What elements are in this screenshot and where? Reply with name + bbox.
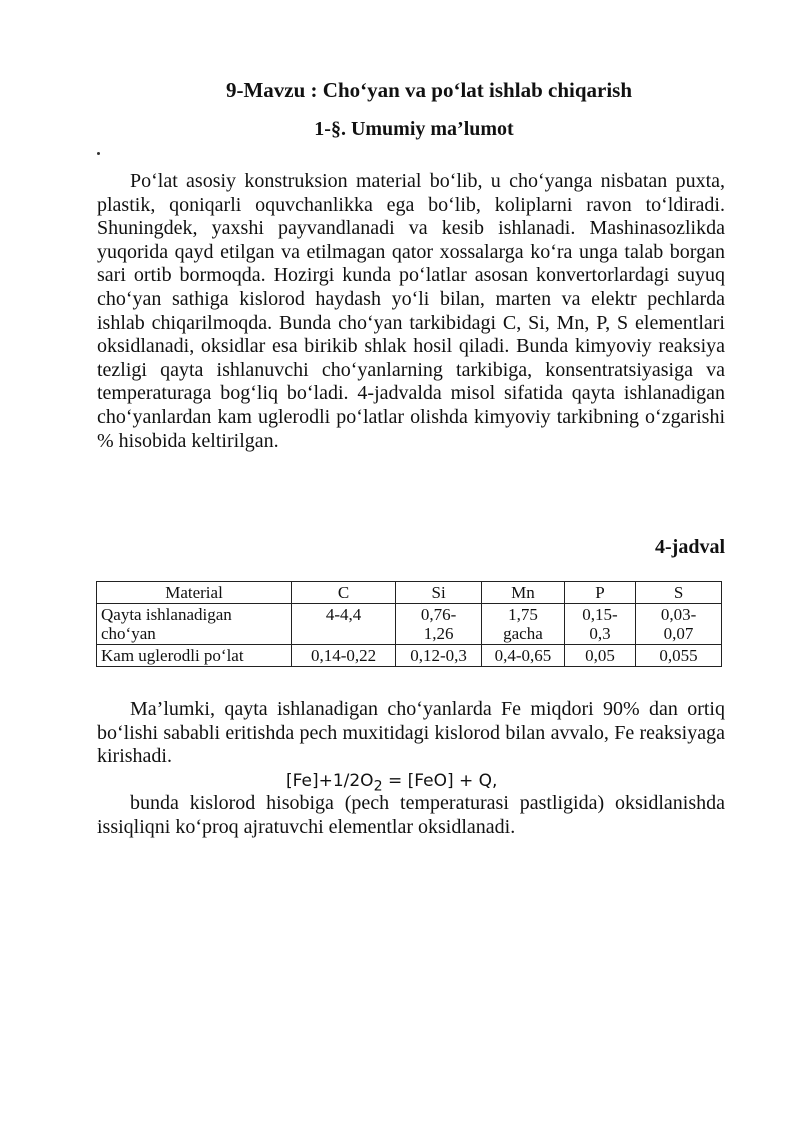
header-mn: Mn	[481, 582, 564, 604]
equation-subscript: 2	[373, 778, 383, 795]
section-title: 1-§. Umumiy ma’lumot	[314, 118, 514, 140]
cell-s-line-2: 0,07	[663, 624, 694, 643]
cell-mn: 0,4-0,65	[481, 645, 564, 667]
cell-c: 4-4,4	[292, 604, 396, 645]
table-row	[97, 604, 722, 645]
cell-c: 0,14-0,22	[292, 645, 396, 667]
table-header-row	[97, 582, 722, 604]
material-line-1: Qayta ishlanadigan	[101, 605, 232, 624]
composition-table	[96, 581, 722, 667]
header-c: C	[292, 582, 396, 604]
cell-si: 0,12-0,3	[396, 645, 482, 667]
material-line-2: cho‘yan	[101, 624, 156, 643]
cell-mn-line-2: gacha	[503, 624, 543, 643]
cell-s	[636, 604, 722, 645]
equation-right: = [FeO] + Q,	[382, 771, 498, 791]
cell-p-line-1: 0,15-	[582, 605, 618, 624]
cell-p: 0,05	[564, 645, 635, 667]
cell-material: Kam uglerodli po‘lat	[97, 645, 292, 667]
cell-si-line-1: 0,76-	[420, 605, 457, 624]
page-title: 9-Mavzu : Cho‘yan va po‘lat ishlab chiqarish	[225, 78, 633, 102]
equation-left: [Fe]+1/2O	[286, 771, 374, 791]
cell-mn	[481, 604, 564, 645]
cell-s: 0,055	[636, 645, 722, 667]
paragraph-fe: Ma’lumki, qayta ishlanadigan cho‘yanlarda Fe miqdori 90% dan ortiq bo‘lishi sababli eritishda pech muxitidagi kislorod bilan avvalo, Fe reaksiyaga kirishadi.	[97, 698, 725, 768]
cell-p-line-2: 0,3	[589, 624, 611, 643]
cell-s-line-1: 0,03-	[660, 605, 697, 624]
cell-si	[396, 604, 482, 645]
cell-material	[97, 604, 292, 645]
paragraph-intro: Po‘lat asosiy konstruksion material bo‘lib, u cho‘yanga nisbatan puxta, plastik, qoniqarli oquvchanlikka ega bo‘lib, koliplarni ravon to‘ldiradi. Shuningdek, yaxshi payvandlanadi va kesib ishlanadi. Mashinasozlikda yuqorida qayd etilgan va etilmagan qator xossalarga ko‘ra unga talab borgan sari ortib bormoqda. Hozirgi kunda po‘latlar asosan konvertorlardagi suyuq cho‘yan sathiga kislorod haydash yo‘li bilan, marten va elektr pechlarda ishlab chiqarilmoqda. Bunda cho‘yan tarkibidagi C, Si, Mn, P, S elementlari oksidlanadi, oksidlar esa birikib shlak hosil qiladi. Bunda kimyoviy reaksiya tezligi qayta ishlanuvchi cho‘yanlarning tarkibiga, konsentratsiyasiga va temperaturaga bog‘liq bo‘ladi. 4-jadvalda misol sifatida qayta ishlanadigan cho‘yanlardan kam uglerodli po‘latlar olishda kimyoviy tarkibning o‘zgarishi % hisobida keltirilgan.	[97, 170, 725, 452]
header-s: S	[636, 582, 722, 604]
cell-mn-line-1: 1,75	[508, 605, 538, 624]
cell-si-line-2: 1,26	[423, 624, 454, 643]
stray-dot	[97, 152, 100, 155]
cell-p	[564, 604, 635, 645]
header-si: Si	[396, 582, 482, 604]
paragraph-oxidation: bunda kislorod hisobiga (pech temperaturasi pastligida) oksidlanishda issiqliqni ko‘proq ajratuvchi elementlar oksidlanadi.	[97, 792, 725, 838]
table-label: 4-jadval	[655, 536, 725, 558]
header-p: P	[564, 582, 635, 604]
header-material: Material	[97, 582, 292, 604]
table-row	[97, 645, 722, 667]
